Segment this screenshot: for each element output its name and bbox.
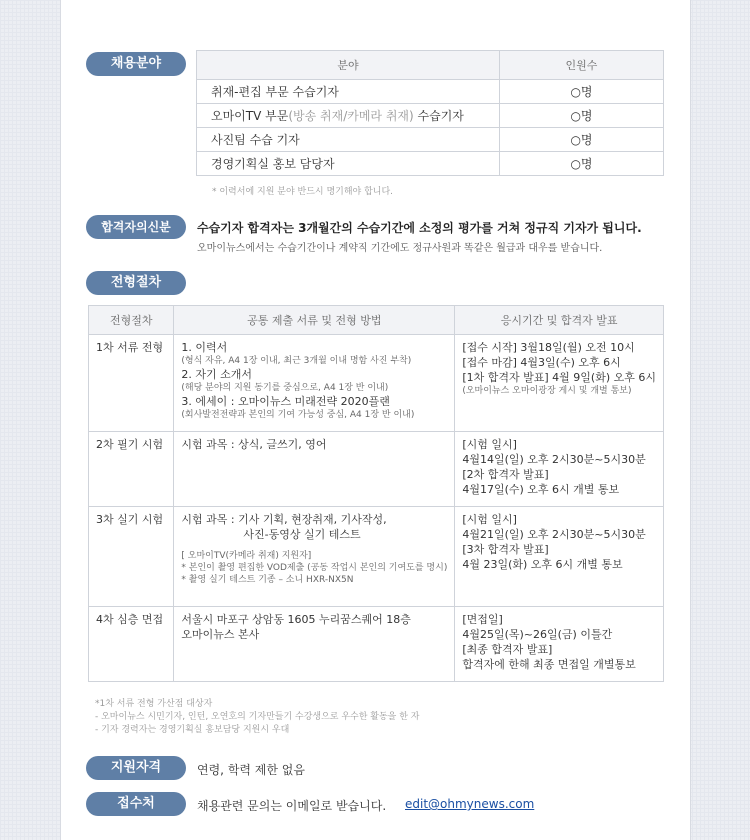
count-cell: ○명 [500, 80, 664, 104]
contact-text: 채용관련 문의는 이메일로 받습니다. [197, 799, 387, 813]
schedule-line: [3차 합격자 발표] [462, 543, 549, 556]
field-cell: 경영기획실 홍보 담당자 [197, 152, 500, 176]
table-row [197, 152, 664, 176]
method-cell [174, 607, 455, 682]
schedule-line: [접수 시작] 3월18일(월) 오전 10시 [462, 341, 635, 354]
method-line: 시험 과목 : 상식, 글쓰기, 영어 [181, 438, 327, 451]
schedule-cell [455, 335, 664, 432]
method-line: 시험 과목 : 기사 기획, 현장취재, 기사작성, [181, 513, 387, 526]
schedule-line: 4월 23일(화) 오후 6시 개별 통보 [462, 558, 623, 571]
schedule-line: [2차 합격자 발표] [462, 468, 549, 481]
section-label-status: 합격자의신분 [86, 215, 186, 239]
method-line: 사진-동영상 실기 테스트 [243, 528, 361, 541]
section-label-field: 채용분야 [86, 52, 186, 76]
field-cell: 사진팀 수습 기자 [197, 128, 500, 152]
count-cell: ○명 [500, 152, 664, 176]
schedule-line: [시험 일시] [462, 513, 517, 526]
field-header: 분야 [197, 51, 500, 80]
method-line: 서울시 마포구 상암동 1605 누리꿈스퀘어 18층 [181, 613, 411, 626]
schedule-line: 4월14일(일) 오후 2시30분~5시30분 [462, 453, 646, 466]
method-line: 오마이뉴스 본사 [181, 628, 260, 641]
field-paren: (방송 취재/카메라 취재) [288, 109, 414, 123]
status-line-2: 오마이뉴스에서는 수습기간이나 계약직 기간에도 정규사원과 똑같은 월급과 대우를 받습니다. [197, 243, 603, 254]
stage-cell [89, 432, 174, 507]
qualify-text: 연령, 학력 제한 없음 [197, 763, 305, 777]
schedule-line: (오마이뉴스 오마이광장 게시 및 개별 통보) [462, 386, 632, 396]
schedule-cell [455, 432, 664, 507]
count-cell: ○명 [500, 104, 664, 128]
method-cell [174, 335, 455, 432]
schedule-line: [면접일] [462, 613, 503, 626]
schedule-line: 4월25일(목)~26일(금) 이틀간 [462, 628, 613, 641]
field-note: * 이력서에 지원 분야 반드시 명기해야 합니다. [212, 187, 394, 197]
schedule-line: 4월17일(수) 오후 6시 개별 통보 [462, 483, 620, 496]
schedule-header: 응시기간 및 합격자 발표 [455, 306, 664, 335]
table-row [89, 335, 664, 432]
section-label-qualify: 지원자격 [86, 756, 186, 780]
stage-text: 1차 서류 전형 [96, 341, 164, 354]
method-cell [174, 432, 455, 507]
schedule-line: [1차 합격자 발표] 4월 9일(화) 오후 6시 [462, 371, 656, 384]
method-line: 3. 에세이 : 오마이뉴스 미래전략 2020플랜 [181, 395, 390, 408]
stage-cell [89, 607, 174, 682]
table-row [197, 128, 664, 152]
schedule-line: [접수 마감] 4월3일(수) 오후 6시 [462, 356, 621, 369]
method-line: 1. 이력서 [181, 341, 228, 354]
method-line: * 촬영 실기 테스트 기종 – 소니 HXR-NX5N [181, 575, 354, 585]
stage-text: 2차 필기 시험 [96, 438, 164, 451]
method-line: 2. 자기 소개서 [181, 368, 253, 381]
section-label-contact: 접수처 [86, 792, 186, 816]
stage-text: 4차 심층 면접 [96, 613, 164, 626]
schedule-line: [최종 합격자 발표] [462, 643, 553, 656]
field-tail: 수습기자 [413, 109, 464, 123]
method-line: (형식 자유, A4 1장 이내, 최근 3개월 이내 명함 사진 부착) [181, 356, 412, 366]
process-note-1: *1차 서류 전형 가산점 대상자 [95, 699, 213, 709]
table-row [89, 432, 664, 507]
count-header: 인원수 [500, 51, 664, 80]
count-cell: ○명 [500, 128, 664, 152]
method-line: * 본인이 촬영 편집한 VOD제출 (공동 작업시 본인의 기여도를 명시) [181, 563, 448, 573]
table-row [89, 607, 664, 682]
table-row [197, 80, 664, 104]
field-main: 오마이TV 부문 [211, 109, 289, 123]
field-table [196, 50, 664, 176]
field-cell: 취재-편집 부문 수습기자 [197, 80, 500, 104]
schedule-cell [455, 507, 664, 607]
stage-text: 3차 실기 시험 [96, 513, 164, 526]
schedule-line: [시험 일시] [462, 438, 517, 451]
schedule-line: 합격자에 한해 최종 면접일 개별통보 [462, 658, 636, 671]
schedule-line: 4월21일(일) 오후 2시30분~5시30분 [462, 528, 646, 541]
method-header: 공통 제출 서류 및 전형 방법 [174, 306, 455, 335]
table-row [197, 104, 664, 128]
contact-email-link[interactable]: edit@ohmynews.com [405, 797, 535, 811]
process-table [88, 305, 664, 682]
method-line: (해당 분야의 지원 동기를 중심으로, A4 1장 반 이내) [181, 383, 389, 393]
table-row [89, 507, 664, 607]
process-note-3: - 기자 경력자는 경영기획실 홍보담당 지원시 우대 [95, 725, 290, 735]
stage-cell [89, 335, 174, 432]
schedule-cell [455, 607, 664, 682]
section-label-process: 전형절차 [86, 271, 186, 295]
process-note-2: - 오마이뉴스 시민기자, 인턴, 오연호의 기자만들기 수강생으로 우수한 활동을 한 자 [95, 712, 420, 722]
method-cell [174, 507, 455, 607]
field-cell [197, 104, 500, 128]
method-line: [ 오마이TV(카메라 취재) 지원자] [181, 551, 312, 561]
method-line: (회사발전전략과 본인의 기여 가능성 중심, A4 1장 반 이내) [181, 410, 415, 420]
stage-header: 전형절차 [89, 306, 174, 335]
status-line-1: 수습기자 합격자는 3개월간의 수습기간에 소정의 평가를 거쳐 정규직 기자가 됩니다. [197, 221, 642, 235]
stage-cell [89, 507, 174, 607]
